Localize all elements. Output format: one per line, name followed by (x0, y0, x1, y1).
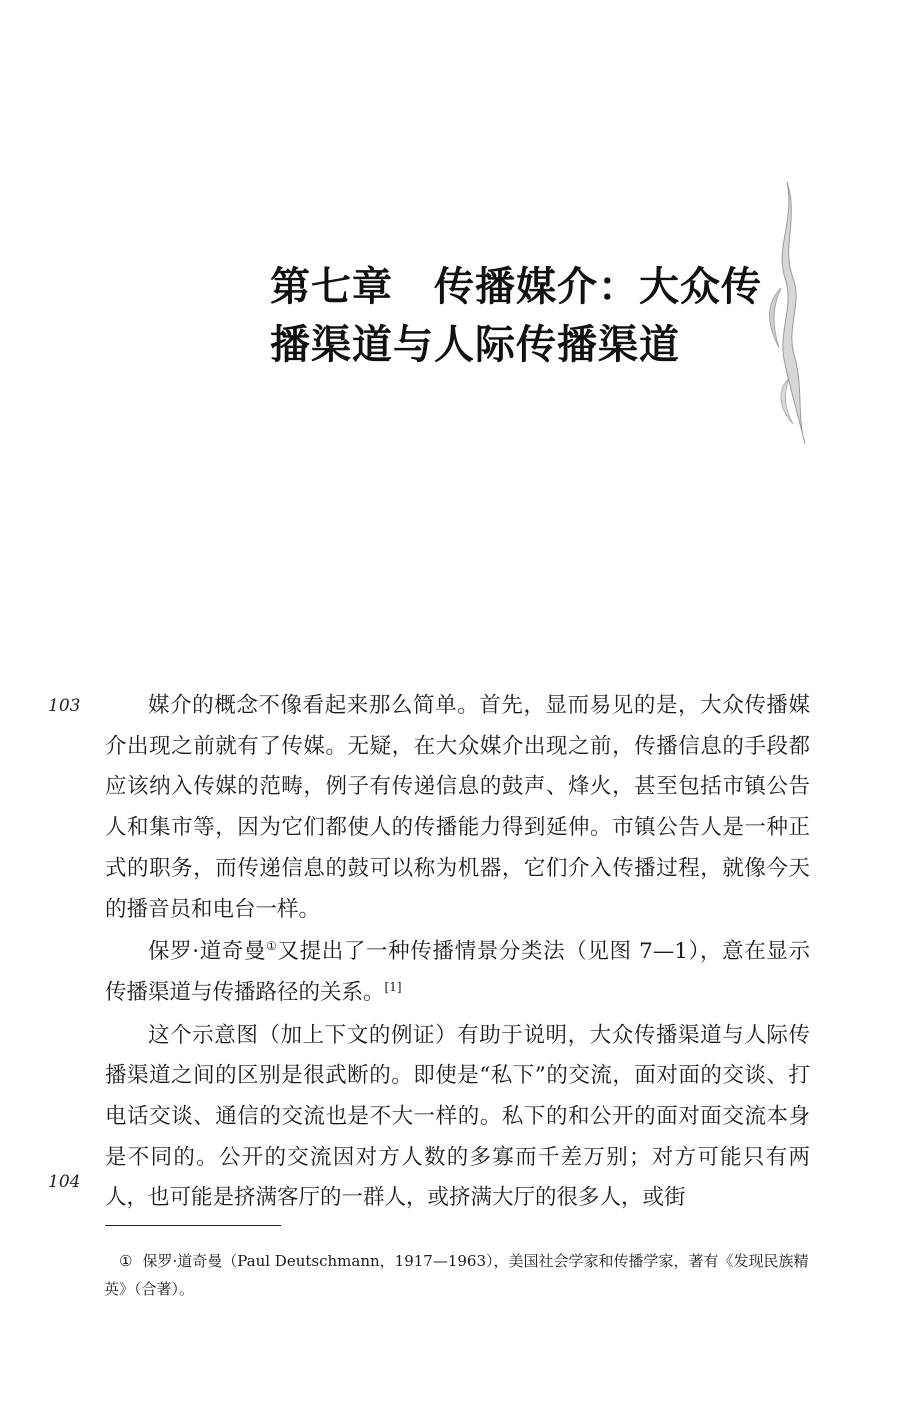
margin-page-number: 103 (48, 696, 81, 716)
chapter-title-line-2: 播渠道与人际传播渠道 (270, 322, 680, 368)
flourish-ornament-icon (755, 178, 815, 448)
footnote-reference[interactable]: ① (266, 939, 278, 954)
paragraph-3-text-b: 能只有两人，也可能是挤满客厅的一群人，或挤满大厅的很多人，或街 (105, 1144, 810, 1211)
footnote-divider (105, 1225, 281, 1226)
paragraph-2-text-a: 保罗·道奇曼 (148, 939, 267, 965)
paragraph-2-text-b: 又提出了一种传播情景分类法（见图 7—1），意在显示传播渠道与传播路径的关系。 (105, 939, 810, 1005)
paragraph-2 (105, 932, 810, 1013)
footnote-marker: ① (119, 1252, 133, 1270)
paragraph-3-text-a: 这个示意图（加上下文的例证）有助于说明，大众传播渠道与人际传播渠道之间的区别是很武断的。即使是“私下”的交流，面对面的交谈、打电话交谈、通信的交流也是不大一样的。私下的和公开的面对面交流本身是不同的。公开的交流因对方人数的多寡而千差万别；对方可 (105, 1022, 810, 1170)
paragraph-3 (105, 1016, 810, 1220)
chapter-title-line-1: 第七章 传播媒介：大众传 (270, 264, 762, 310)
paragraph-1: 媒介的概念不像看起来那么简单。首先，显而易见的是，大众传播媒介出现之前就有了传媒。无疑，在大众媒介出现之前，传播信息的手段都应该纳入传媒的范畴，例子有传递信息的鼓声、烽火，甚至包括市镇公告人和集市等，因为它们都使人的传播能力得到延伸。市镇公告人是一种正式的职务，而传递信息的鼓可以称为机器，它们介入传播过程，就像今天的播音员和电台一样。 (105, 693, 810, 922)
endnote-reference[interactable]: [1] (384, 979, 402, 994)
footnote (104, 1247, 810, 1303)
footnote-text: 保罗·道奇曼（Paul Deutschmann，1917—1963），美国社会学家和传播学家，著有《发现民族精英》（合著）。 (104, 1252, 809, 1298)
body-text (105, 686, 810, 1221)
margin-page-number: 104 (48, 1172, 81, 1192)
chapter-title (270, 258, 790, 374)
